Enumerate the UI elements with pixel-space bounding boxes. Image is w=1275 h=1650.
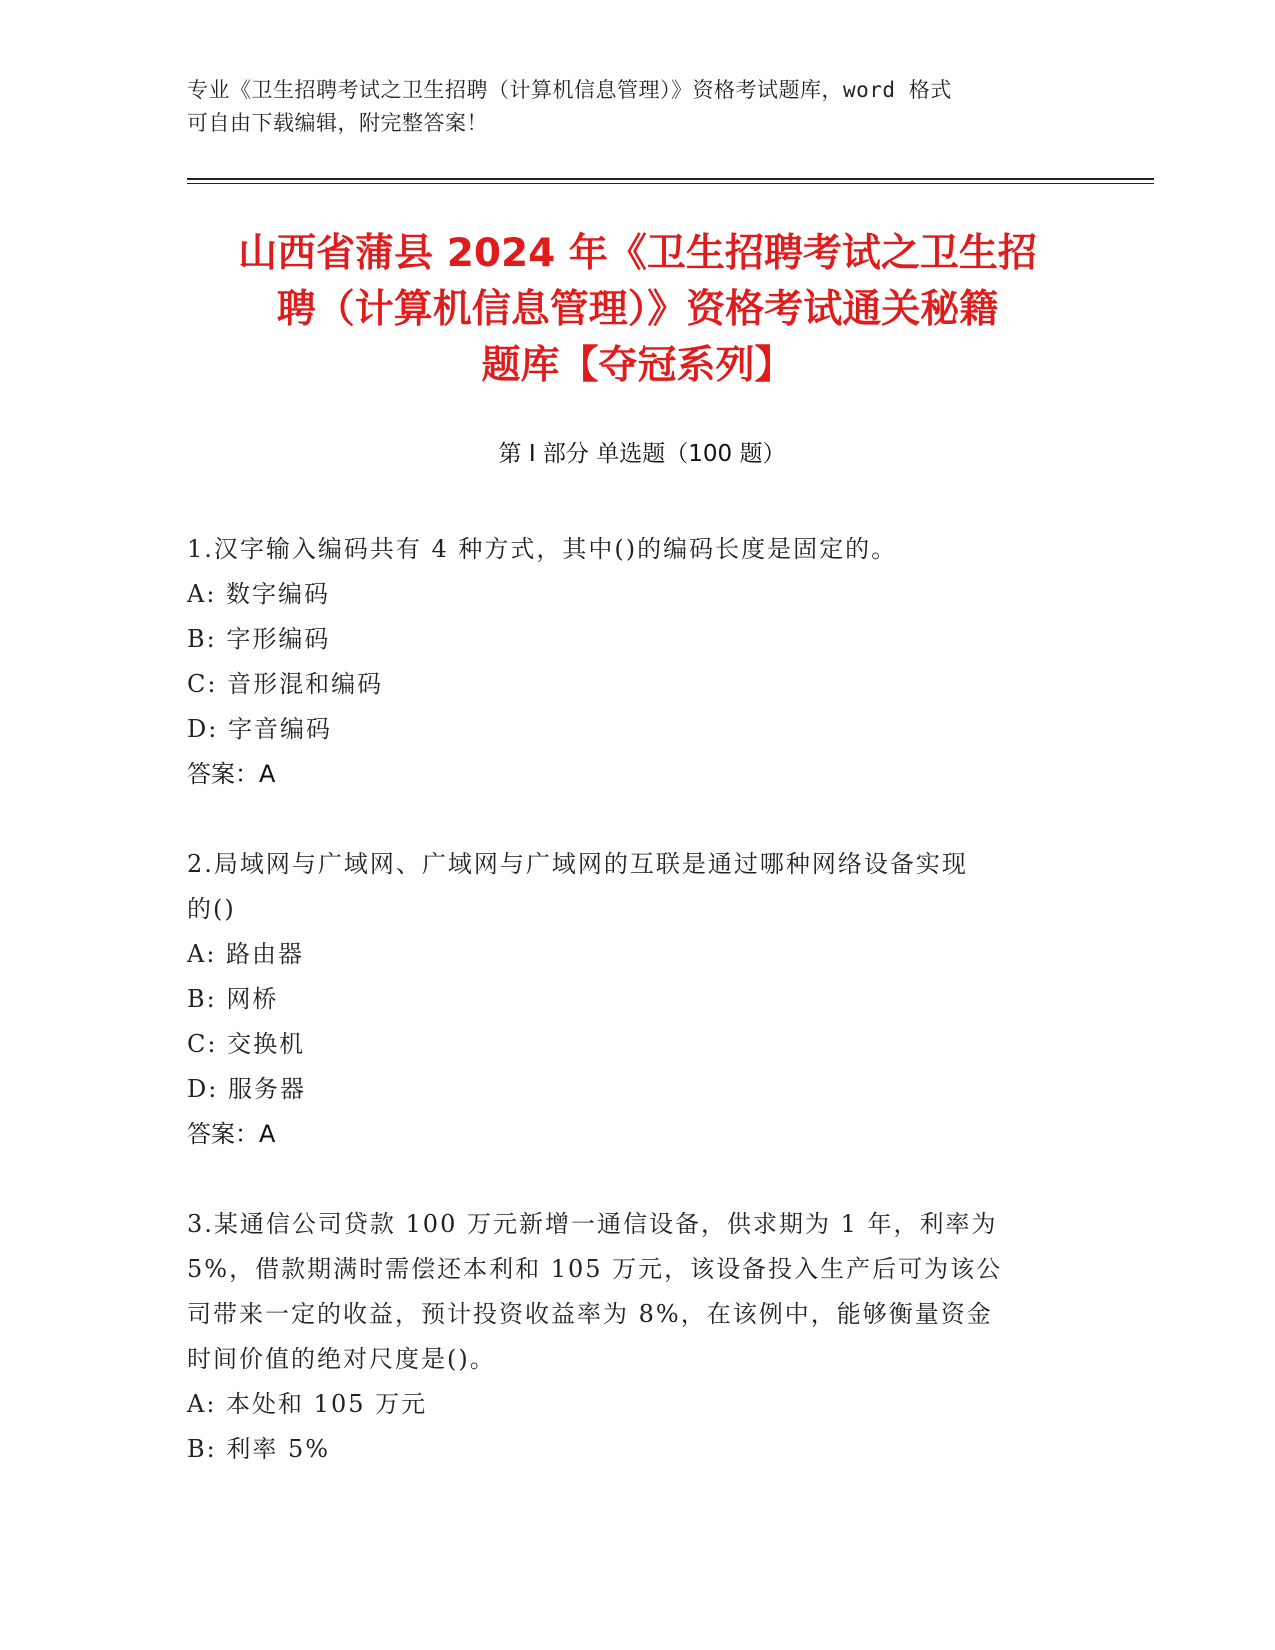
title-line: 聘（计算机信息管理）》资格考试通关秘籍 <box>276 287 999 332</box>
option-c: C: 交换机 <box>187 1030 306 1058</box>
question-item <box>187 842 1067 1157</box>
question-stem: 司带来一定的收益，预计投资收益率为 8%，在该例中，能够衡量资金 <box>187 1300 993 1328</box>
answer-line: 答案：A <box>187 1120 276 1148</box>
question-list <box>187 527 1067 1517</box>
question-stem: 3.某通信公司贷款 100 万元新增一通信设备，供求期为 1 年，利率为 <box>187 1210 998 1238</box>
option-c: C: 音形混和编码 <box>187 670 384 698</box>
document-title <box>170 226 1105 394</box>
header-note-line: 可自由下载编辑，附完整答案！ <box>187 111 488 135</box>
header-divider-thin <box>187 183 1154 184</box>
option-b: B: 字形编码 <box>187 625 331 653</box>
option-d: D: 字音编码 <box>187 715 332 743</box>
question-stem: 5%，借款期满时需偿还本利和 105 万元，该设备投入生产后可为该公 <box>187 1255 1003 1283</box>
answer-line: 答案：A <box>187 760 276 788</box>
option-a: A: 本处和 105 万元 <box>187 1390 428 1418</box>
question-stem: 的() <box>187 895 236 923</box>
question-stem: 时间价值的绝对尺度是()。 <box>187 1345 496 1373</box>
title-line: 山西省蒲县 2024 年《卫生招聘考试之卫生招 <box>238 231 1037 276</box>
question-item <box>187 1202 1067 1472</box>
header-note <box>187 74 1067 140</box>
section-heading: 第 I 部分 单选题（100 题） <box>498 441 786 467</box>
option-b: B: 利率 5% <box>187 1435 331 1463</box>
question-item <box>187 527 1067 797</box>
header-divider <box>187 178 1154 180</box>
header-note-line: 专业《卫生招聘考试之卫生招聘（计算机信息管理）》资格考试题库，word 格式 <box>187 78 952 102</box>
question-stem: 2.局域网与广域网、广域网与广域网的互联是通过哪种网络设备实现 <box>187 850 968 878</box>
option-a: A: 数字编码 <box>187 580 331 608</box>
title-line: 题库【夺冠系列】 <box>481 343 794 388</box>
option-a: A: 路由器 <box>187 940 305 968</box>
question-stem: 1.汉字输入编码共有 4 种方式，其中()的编码长度是固定的。 <box>187 535 898 563</box>
option-d: D: 服务器 <box>187 1075 306 1103</box>
option-b: B: 网桥 <box>187 985 279 1013</box>
